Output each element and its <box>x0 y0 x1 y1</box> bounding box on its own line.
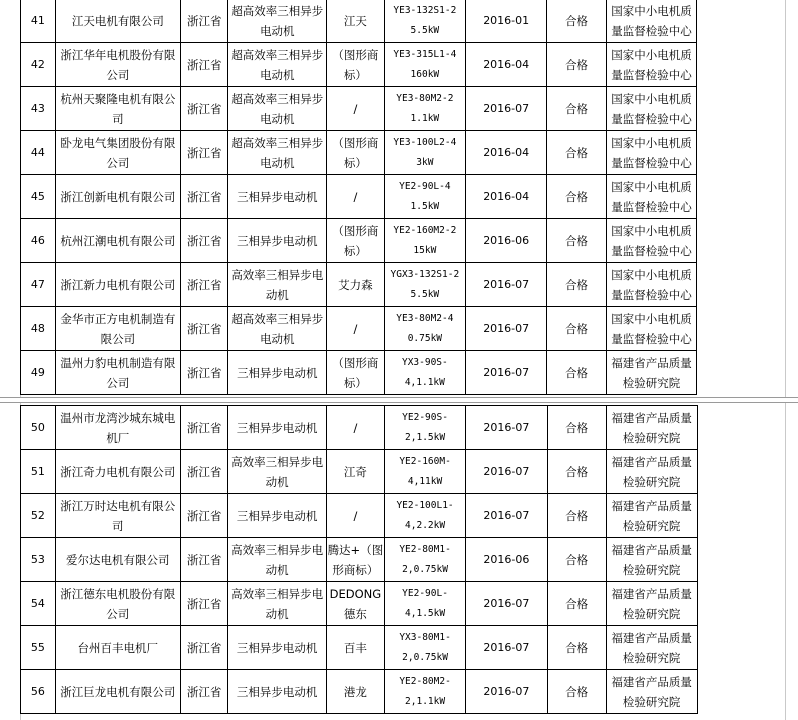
result-cell: 合格 <box>547 307 606 351</box>
blank-cell <box>697 582 798 626</box>
product-name-cell: 超高效率三相异步电动机 <box>228 43 327 87</box>
company-name-cell: 爱尔达电机有限公司 <box>55 538 180 582</box>
blank-cell <box>697 626 798 670</box>
product-name-cell: 超高效率三相异步电动机 <box>228 87 327 131</box>
model-spec-cell: YE3-80M2-2 1.1kW <box>384 87 465 131</box>
table-row <box>21 0 798 43</box>
brand-cell: / <box>327 307 384 351</box>
motor-inspection-table-bottom <box>20 405 798 714</box>
company-name-cell: 浙江德东电机股份有限公司 <box>55 582 180 626</box>
row-number: 55 <box>21 626 56 670</box>
product-name-cell: 高效率三相异步电动机 <box>228 450 327 494</box>
result-cell: 合格 <box>547 351 606 395</box>
model-spec-cell: YE2-160M2-2 15kW <box>384 219 465 263</box>
result-cell: 合格 <box>547 0 606 43</box>
result-cell: 合格 <box>547 538 606 582</box>
inspection-agency-cell: 福建省产品质量检验研究院 <box>606 582 697 626</box>
result-cell: 合格 <box>547 582 606 626</box>
production-date-cell: 2016-07 <box>466 351 547 395</box>
province-cell: 浙江省 <box>181 43 228 87</box>
blank-cell <box>697 351 798 395</box>
table-row <box>21 87 798 131</box>
table-row <box>21 43 798 87</box>
product-name-cell: 高效率三相异步电动机 <box>228 538 327 582</box>
model-spec-cell: YE2-90L-4,1.5kW <box>384 582 465 626</box>
production-date-cell: 2016-07 <box>466 87 547 131</box>
model-spec-cell: YE3-132S1-2 5.5kW <box>384 0 465 43</box>
brand-cell: / <box>326 406 384 450</box>
province-cell: 浙江省 <box>180 494 227 538</box>
result-cell: 合格 <box>547 670 606 714</box>
company-name-cell: 卧龙电气集团股份有限公司 <box>55 131 180 175</box>
row-number: 50 <box>21 406 56 450</box>
row-number: 47 <box>21 263 56 307</box>
province-cell: 浙江省 <box>181 307 228 351</box>
model-spec-cell: YE2-100L1-4,2.2kW <box>384 494 465 538</box>
blank-cell <box>697 307 798 351</box>
company-name-cell: 温州力豹电机制造有限公司 <box>55 351 180 395</box>
table-row <box>21 450 798 494</box>
inspection-agency-cell: 国家中小电机质量监督检验中心 <box>606 43 697 87</box>
row-number: 41 <box>21 0 56 43</box>
model-spec-cell: YE2-80M2-2,1.1kW <box>384 670 465 714</box>
blank-cell <box>697 494 798 538</box>
company-name-cell: 浙江华年电机股份有限公司 <box>55 43 180 87</box>
table-row <box>21 670 798 714</box>
province-cell: 浙江省 <box>181 219 228 263</box>
table-row <box>21 351 798 395</box>
production-date-cell: 2016-07 <box>466 307 547 351</box>
table-row <box>21 131 798 175</box>
blank-cell <box>697 175 798 219</box>
province-cell: 浙江省 <box>181 131 228 175</box>
blank-cell <box>697 43 798 87</box>
result-cell: 合格 <box>547 87 606 131</box>
province-cell: 浙江省 <box>180 626 227 670</box>
province-cell: 浙江省 <box>181 87 228 131</box>
province-cell: 浙江省 <box>180 582 227 626</box>
row-number: 44 <box>21 131 56 175</box>
page-break-line <box>0 397 798 398</box>
row-number: 48 <box>21 307 56 351</box>
model-spec-cell: YE3-80M2-4 0.75kW <box>384 307 465 351</box>
blank-cell <box>697 87 798 131</box>
row-number: 42 <box>21 43 56 87</box>
production-date-cell: 2016-07 <box>466 670 547 714</box>
brand-cell: （图形商标） <box>327 351 384 395</box>
inspection-agency-cell: 福建省产品质量检验研究院 <box>606 626 697 670</box>
company-name-cell: 浙江奇力电机有限公司 <box>55 450 180 494</box>
row-number: 43 <box>21 87 56 131</box>
province-cell: 浙江省 <box>180 406 227 450</box>
brand-cell: / <box>327 87 384 131</box>
table-row <box>21 538 798 582</box>
result-cell: 合格 <box>547 219 606 263</box>
production-date-cell: 2016-07 <box>466 626 547 670</box>
product-name-cell: 高效率三相异步电动机 <box>228 582 327 626</box>
blank-cell <box>697 0 798 43</box>
row-number: 54 <box>21 582 56 626</box>
production-date-cell: 2016-07 <box>466 582 547 626</box>
production-date-cell: 2016-01 <box>466 0 547 43</box>
blank-cell <box>697 406 798 450</box>
row-number: 52 <box>21 494 56 538</box>
inspection-agency-cell: 国家中小电机质量监督检验中心 <box>606 263 697 307</box>
inspection-agency-cell: 福建省产品质量检验研究院 <box>606 538 697 582</box>
brand-cell: （图形商标） <box>327 219 384 263</box>
product-name-cell: 三相异步电动机 <box>228 175 327 219</box>
company-name-cell: 台州百丰电机厂 <box>55 626 180 670</box>
province-cell: 浙江省 <box>181 175 228 219</box>
table-row <box>21 582 798 626</box>
result-cell: 合格 <box>547 131 606 175</box>
result-cell: 合格 <box>547 494 606 538</box>
production-date-cell: 2016-07 <box>466 263 547 307</box>
brand-cell: / <box>327 175 384 219</box>
inspection-agency-cell: 国家中小电机质量监督检验中心 <box>606 87 697 131</box>
production-date-cell: 2016-04 <box>466 131 547 175</box>
product-name-cell: 超高效率三相异步电动机 <box>228 131 327 175</box>
model-spec-cell: YE2-90S-2,1.5kW <box>384 406 465 450</box>
brand-cell: 腾达+（图形商标） <box>326 538 384 582</box>
inspection-agency-cell: 福建省产品质量检验研究院 <box>606 351 697 395</box>
result-cell: 合格 <box>547 406 606 450</box>
production-date-cell: 2016-07 <box>466 494 547 538</box>
model-spec-cell: YGX3-132S1-2 5.5kW <box>384 263 465 307</box>
brand-cell: 江天 <box>327 0 384 43</box>
result-cell: 合格 <box>547 450 606 494</box>
page-break-line <box>0 402 798 403</box>
blank-cell <box>697 263 798 307</box>
province-cell: 浙江省 <box>181 0 228 43</box>
inspection-agency-cell: 福建省产品质量检验研究院 <box>606 670 697 714</box>
product-name-cell: 高效率三相异步电动机 <box>228 263 327 307</box>
province-cell: 浙江省 <box>181 351 228 395</box>
product-name-cell: 超高效率三相异步电动机 <box>228 0 327 43</box>
model-spec-cell: YX3-80M1-2,0.75kW <box>384 626 465 670</box>
table-row <box>21 307 798 351</box>
brand-cell: 江奇 <box>326 450 384 494</box>
production-date-cell: 2016-07 <box>466 406 547 450</box>
inspection-agency-cell: 福建省产品质量检验研究院 <box>606 450 697 494</box>
row-number: 56 <box>21 670 56 714</box>
company-name-cell: 浙江巨龙电机有限公司 <box>55 670 180 714</box>
production-date-cell: 2016-04 <box>466 175 547 219</box>
table-row <box>21 175 798 219</box>
blank-cell <box>697 219 798 263</box>
company-name-cell: 杭州天聚隆电机有限公司 <box>55 87 180 131</box>
row-number: 49 <box>21 351 56 395</box>
motor-inspection-table-top <box>20 0 798 395</box>
model-spec-cell: YX3-90S-4,1.1kW <box>384 351 465 395</box>
brand-cell: 百丰 <box>326 626 384 670</box>
blank-cell <box>697 131 798 175</box>
company-name-cell: 江天电机有限公司 <box>55 0 180 43</box>
company-name-cell: 浙江新力电机有限公司 <box>55 263 180 307</box>
blank-cell <box>697 538 798 582</box>
table-row <box>21 626 798 670</box>
result-cell: 合格 <box>547 175 606 219</box>
result-cell: 合格 <box>547 263 606 307</box>
inspection-agency-cell: 福建省产品质量检验研究院 <box>606 406 697 450</box>
province-cell: 浙江省 <box>180 538 227 582</box>
table-row <box>21 263 798 307</box>
blank-cell <box>697 450 798 494</box>
model-spec-cell: YE2-160M-4,11kW <box>384 450 465 494</box>
model-spec-cell: YE2-80M1-2,0.75kW <box>384 538 465 582</box>
blank-cell <box>697 670 798 714</box>
product-name-cell: 三相异步电动机 <box>228 670 327 714</box>
production-date-cell: 2016-07 <box>466 450 547 494</box>
model-spec-cell: YE2-90L-4 1.5kW <box>384 175 465 219</box>
brand-cell: （图形商标） <box>327 131 384 175</box>
company-name-cell: 金华市正方电机制造有限公司 <box>55 307 180 351</box>
brand-cell: 港龙 <box>326 670 384 714</box>
production-date-cell: 2016-06 <box>466 219 547 263</box>
brand-cell: DEDONG 德东 <box>326 582 384 626</box>
inspection-agency-cell: 国家中小电机质量监督检验中心 <box>606 175 697 219</box>
production-date-cell: 2016-06 <box>466 538 547 582</box>
inspection-agency-cell: 福建省产品质量检验研究院 <box>606 494 697 538</box>
row-number: 45 <box>21 175 56 219</box>
brand-cell: 艾力森 <box>327 263 384 307</box>
inspection-agency-cell: 国家中小电机质量监督检验中心 <box>606 307 697 351</box>
company-name-cell: 杭州江潮电机有限公司 <box>55 219 180 263</box>
product-name-cell: 超高效率三相异步电动机 <box>228 307 327 351</box>
table-row <box>21 406 798 450</box>
inspection-agency-cell: 国家中小电机质量监督检验中心 <box>606 0 697 43</box>
brand-cell: （图形商标） <box>327 43 384 87</box>
production-date-cell: 2016-04 <box>466 43 547 87</box>
inspection-agency-cell: 国家中小电机质量监督检验中心 <box>606 219 697 263</box>
product-name-cell: 三相异步电动机 <box>228 494 327 538</box>
table-row <box>21 494 798 538</box>
brand-cell: / <box>326 494 384 538</box>
model-spec-cell: YE3-315L1-4 160kW <box>384 43 465 87</box>
product-name-cell: 三相异步电动机 <box>228 626 327 670</box>
province-cell: 浙江省 <box>180 670 227 714</box>
inspection-agency-cell: 国家中小电机质量监督检验中心 <box>606 131 697 175</box>
table-row <box>21 219 798 263</box>
province-cell: 浙江省 <box>180 450 227 494</box>
row-number: 51 <box>21 450 56 494</box>
product-name-cell: 三相异步电动机 <box>228 406 327 450</box>
row-number: 46 <box>21 219 56 263</box>
product-name-cell: 三相异步电动机 <box>228 351 327 395</box>
company-name-cell: 温州市龙湾沙城东城电机厂 <box>55 406 180 450</box>
result-cell: 合格 <box>547 43 606 87</box>
company-name-cell: 浙江万时达电机有限公司 <box>55 494 180 538</box>
company-name-cell: 浙江创新电机有限公司 <box>55 175 180 219</box>
product-name-cell: 三相异步电动机 <box>228 219 327 263</box>
result-cell: 合格 <box>547 626 606 670</box>
model-spec-cell: YE3-100L2-4 3kW <box>384 131 465 175</box>
province-cell: 浙江省 <box>181 263 228 307</box>
row-number: 53 <box>21 538 56 582</box>
